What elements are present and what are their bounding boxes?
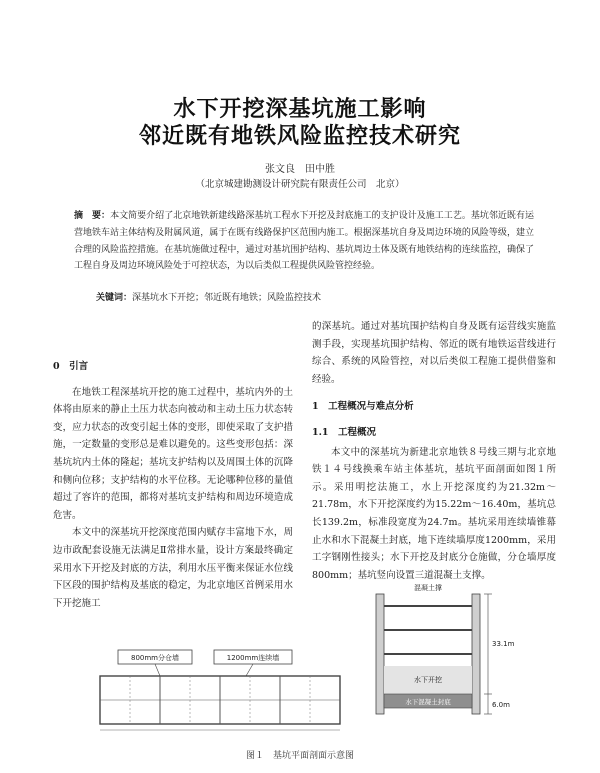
- intro-paragraph-1: 在地铁工程深基坑开挖的施工过程中，基坑内外的土体将由原来的静止土压力状态向被动和主动土压力状态转变，应力状态的改变引起土体的变形，即使采取了支护措施，一定数量的变形总是难以避免的。这些变形包括：深基坑坑内土体的隆起；基坑支护结构以及周围土体的沉降和侧向位移；支护结构的水平位移。无论哪种位移的量值超过了容许的范围，都将对基坑支护结构和周边环境造成危害。: [53, 386, 293, 521]
- label-underwater-seal: 水下混凝土封底: [405, 698, 451, 706]
- authors: 张文良 田中胜: [265, 164, 335, 175]
- section-heading-overview: 1 工程概况与难点分析: [312, 401, 414, 413]
- section-view: [376, 583, 515, 714]
- label-diaphragm-wall: 1200mm连续墙: [226, 654, 280, 662]
- keywords: [96, 290, 536, 303]
- title-line-2: 邻近既有地铁风险监控技术研究: [138, 124, 461, 149]
- intro-paragraph-continued: 的深基坑。通过对基坑围护结构自身及既有运营线实施监测手段，实现基坑围护结构、邻近的既有地铁运营线进行综合、系统的风险管控，对以后类似工程施工提供借鉴和经验。: [312, 321, 556, 385]
- keywords-text: 深基坑水下开挖；邻近既有地铁；风险监控技术: [132, 293, 322, 303]
- title-line-1: 水下开挖深基坑施工影响: [173, 97, 427, 122]
- dimension-upper: 33.1m: [492, 640, 515, 648]
- abstract: [74, 208, 534, 275]
- section-heading-intro: 0 引言: [53, 361, 89, 372]
- figure-1-drawing: [96, 580, 516, 745]
- abstract-label: 摘 要：: [74, 211, 111, 221]
- intro-paragraph-2: 本文中的深基坑开挖深度范围内赋存丰富地下水，周边市政配套设施无法满足Ⅱ常排水量，设计方案最终确定采用水下开挖及封底的方法，利用水压平衡来保证水位线下区段的围护结构及基底的稳定，为北京地区首例采用水下开挖施工: [53, 527, 293, 609]
- right-column: [312, 318, 556, 584]
- label-partition-wall: 800mm分仓墙: [131, 654, 179, 662]
- affiliation: （北京城建勘测设计研究院有限责任公司 北京）: [195, 179, 405, 190]
- figure-caption: 图１ 基坑平面剖面示意图: [245, 751, 354, 761]
- plan-view: [100, 650, 340, 730]
- subsection-heading: 1.1 工程概况: [312, 426, 377, 438]
- keywords-label: 关键词：: [96, 293, 133, 303]
- overview-paragraph: 本文中的深基坑为新建北京地铁８号线三期与北京地铁１４号线换乘车站主体基坑，基坑平面剖面如图１所示。采用明挖法施工，水上开挖深度约为21.32m～21.78m，水下开挖深度约为15.22m～16.40m，基坑总长139.2m，标准段宽度为24.7m。基坑采用连续墙锥幕止水和水下混凝土封底，地下连续墙厚度1200mm，采用工字钢刚性接头；水下开挖及封底分仓施做，分仓墙厚度800mm；基坑竖向设置三道混凝土支撑。: [312, 446, 556, 581]
- label-concrete-support: 混凝土撑: [414, 584, 442, 592]
- label-underwater-excavation: 水下开挖: [414, 676, 442, 684]
- figure-1: [96, 580, 516, 745]
- dimension-lower: 6.0m: [492, 701, 510, 709]
- left-column: [53, 352, 293, 612]
- abstract-text: 本文简要介绍了北京地铁新建线路深基坑工程水下开挖及封底施工的支护设计及施工工艺。基坑邻近既有运营地铁车站主体结构及附属风道，属于在既有线路保护区范围内施工。根据深基坑自身及周边环境的风险等级，建立合理的风险监控措施。在基坑施做过程中，通过对基坑围护结构、基坑周边土体及既有地铁结构的连续监控，确保了工程自身及周边环境风险处于可控状态，为以后类似工程提供风险管控经验。: [74, 211, 534, 272]
